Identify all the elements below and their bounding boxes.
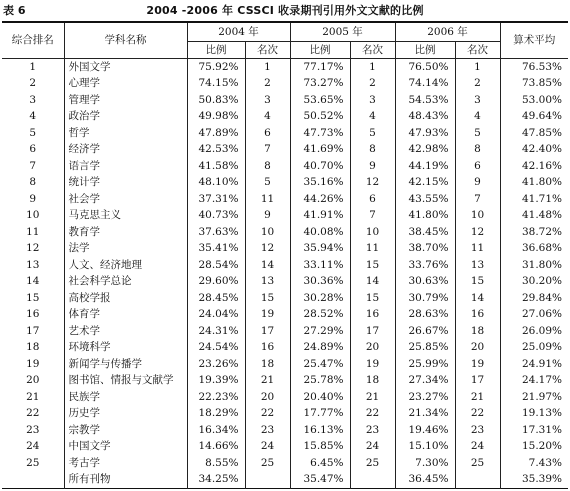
cell-ratio-2005: 35.94% <box>290 241 350 258</box>
cell-ratio-2005: 27.29% <box>290 323 350 340</box>
cell-overall-rank: 25 <box>26 456 40 469</box>
cell-overall-rank: 14 <box>26 275 40 288</box>
table-title: 2004 -2006 年 CSSCI 收录期刊引用外文文献的比例 <box>146 4 424 17</box>
cell-overall-rank: 1 <box>29 60 37 73</box>
cell-rank-2005: 15 <box>350 290 395 307</box>
cell-average: 21.97% <box>500 389 568 406</box>
cell-subject: 外国文学 <box>64 59 187 76</box>
cell-rank-2006: 4 <box>455 109 500 126</box>
cell-rank-2004: 22 <box>245 406 290 423</box>
cell-subject: 哲学 <box>64 125 187 142</box>
table-row <box>2 290 568 307</box>
cell-average: 53.00% <box>500 92 568 109</box>
cell-ratio-2006: 44.19% <box>395 158 455 175</box>
cell-rank-2006: 11 <box>455 241 500 258</box>
cell-ratio-2004: 24.54% <box>187 340 245 357</box>
cell-rank-2004: 9 <box>245 208 290 225</box>
table-row <box>2 142 568 159</box>
cell-rank-2004: 10 <box>245 224 290 241</box>
header-rank-2004: 名次 <box>245 42 290 59</box>
cell-rank-2006: 25 <box>455 455 500 472</box>
cell-rank-2006: 24 <box>455 439 500 456</box>
header-ratio-2006: 比例 <box>395 42 455 59</box>
cell-ratio-2004: 29.60% <box>187 274 245 291</box>
cell-ratio-2005: 40.70% <box>290 158 350 175</box>
cell-ratio-2004: 16.34% <box>187 422 245 439</box>
table-row <box>2 274 568 291</box>
cell-rank-2005: 18 <box>350 373 395 390</box>
cell-rank-2004: 2 <box>245 76 290 93</box>
cell-subject: 考古学 <box>64 455 187 472</box>
cell-rank-2006: 8 <box>455 142 500 159</box>
cell-rank-2004: 17 <box>245 323 290 340</box>
cell-subject: 政治学 <box>64 109 187 126</box>
data-table <box>2 21 568 489</box>
cell-average: 15.20% <box>500 439 568 456</box>
cell-ratio-2006: 19.46% <box>395 422 455 439</box>
cell-average: 7.43% <box>500 455 568 472</box>
cell-overall-rank: 5 <box>29 126 37 139</box>
header-rank-2006: 名次 <box>455 42 500 59</box>
table-row <box>2 389 568 406</box>
cell-ratio-2004: 50.83% <box>187 92 245 109</box>
cell-subject: 体育学 <box>64 307 187 324</box>
cell-ratio-2005: 77.17% <box>290 59 350 76</box>
table-row <box>2 125 568 142</box>
cell-ratio-2005: 47.73% <box>290 125 350 142</box>
cell-overall-rank: 11 <box>26 225 40 238</box>
cell-ratio-2006: 42.15% <box>395 175 455 192</box>
cell-ratio-2005: 30.36% <box>290 274 350 291</box>
cell-ratio-2004: 8.55% <box>187 455 245 472</box>
cell-average: 17.31% <box>500 422 568 439</box>
cell-ratio-2006: 42.98% <box>395 142 455 159</box>
table-body <box>2 59 568 489</box>
cell-rank-2006: 22 <box>455 406 500 423</box>
header-ratio-2005: 比例 <box>290 42 350 59</box>
cell-ratio-2005: 53.65% <box>290 92 350 109</box>
cell-overall-rank <box>2 472 64 489</box>
table-row <box>2 340 568 357</box>
cell-subject: 民族学 <box>64 389 187 406</box>
cell-rank-2006: 23 <box>455 422 500 439</box>
cell-subject: 经济学 <box>64 142 187 159</box>
cell-rank-2006: 21 <box>455 389 500 406</box>
cell-rank-2004: 11 <box>245 191 290 208</box>
table-row <box>2 406 568 423</box>
cell-rank-2006: 3 <box>455 92 500 109</box>
cell-average: 73.85% <box>500 76 568 93</box>
cell-rank-2005: 24 <box>350 439 395 456</box>
cell-average: 41.71% <box>500 191 568 208</box>
cell-rank-2005: 2 <box>350 76 395 93</box>
cell-overall-rank: 4 <box>29 110 37 123</box>
cell-ratio-2004: 42.53% <box>187 142 245 159</box>
cell-average: 30.20% <box>500 274 568 291</box>
cell-rank-2005: 21 <box>350 389 395 406</box>
cell-ratio-2004: 18.29% <box>187 406 245 423</box>
header-overall-rank: 综合排名 <box>2 22 64 59</box>
cell-overall-rank: 19 <box>26 357 40 370</box>
table-row <box>2 92 568 109</box>
cell-average: 24.17% <box>500 373 568 390</box>
cell-overall-rank: 18 <box>26 341 40 354</box>
header-rank-2005: 名次 <box>350 42 395 59</box>
header-year-2005: 2005 年 <box>290 22 395 42</box>
header-subject: 学科名称 <box>64 22 187 59</box>
cell-rank-2005: 6 <box>350 191 395 208</box>
header-average: 算术平均 <box>500 22 568 59</box>
table-row <box>2 422 568 439</box>
cell-rank-2004: 20 <box>245 389 290 406</box>
cell-ratio-2004: 19.39% <box>187 373 245 390</box>
cell-rank-2004: 16 <box>245 340 290 357</box>
cell-overall-rank: 7 <box>29 159 37 172</box>
cell-ratio-2005: 25.47% <box>290 356 350 373</box>
table-row <box>2 241 568 258</box>
table-row <box>2 439 568 456</box>
cell-ratio-2004: 14.66% <box>187 439 245 456</box>
table-row <box>2 224 568 241</box>
table-row <box>2 59 568 76</box>
cell-rank-2006: 17 <box>455 373 500 390</box>
cell-subject: 社会学 <box>64 191 187 208</box>
cell-subject: 法学 <box>64 241 187 258</box>
cell-overall-rank: 22 <box>26 407 40 420</box>
cell-ratio-2005: 25.78% <box>290 373 350 390</box>
cell-rank-2006: 15 <box>455 274 500 291</box>
cell-rank-2006: 19 <box>455 356 500 373</box>
cell-ratio-2005: 41.91% <box>290 208 350 225</box>
cell-ratio-2004: 37.31% <box>187 191 245 208</box>
cell-rank-2006: 13 <box>455 257 500 274</box>
table-row <box>2 257 568 274</box>
cell-ratio-2006: 27.34% <box>395 373 455 390</box>
cell-rank-2006: 20 <box>455 340 500 357</box>
cell-rank-2005: 16 <box>350 307 395 324</box>
cell-ratio-2006: 48.43% <box>395 109 455 126</box>
cell-overall-rank: 6 <box>29 143 37 156</box>
cell-ratio-2006: 28.63% <box>395 307 455 324</box>
cell-average: 25.09% <box>500 340 568 357</box>
cell-overall-rank: 24 <box>26 440 40 453</box>
cell-overall-rank: 13 <box>26 258 40 271</box>
cell-subject: 统计学 <box>64 175 187 192</box>
cell-rank-2005: 7 <box>350 208 395 225</box>
cell-rank-2005: 1 <box>350 59 395 76</box>
cell-subject: 社会科学总论 <box>64 274 187 291</box>
cell-ratio-2005: 35.16% <box>290 175 350 192</box>
cell-rank-2004: 24 <box>245 439 290 456</box>
cell-ratio-2005: 41.69% <box>290 142 350 159</box>
cell-ratio-2005: 35.47% <box>290 472 350 489</box>
cell-subject: 图书馆、情报与文献学 <box>64 373 187 390</box>
cell-average: 49.64% <box>500 109 568 126</box>
cell-ratio-2006: 38.45% <box>395 224 455 241</box>
table-row <box>2 323 568 340</box>
cell-average: 24.91% <box>500 356 568 373</box>
header-year-2004: 2004 年 <box>187 22 290 42</box>
cell-rank-2004: 5 <box>245 175 290 192</box>
cell-rank-2005: 5 <box>350 125 395 142</box>
table-number: 表 6 <box>3 4 26 17</box>
cell-rank-2004: 13 <box>245 274 290 291</box>
cell-rank-2006: 5 <box>455 125 500 142</box>
cell-subject: 宗教学 <box>64 422 187 439</box>
cell-rank-2004: 25 <box>245 455 290 472</box>
cell-average: 26.09% <box>500 323 568 340</box>
cell-rank-2005: 11 <box>350 241 395 258</box>
cell-ratio-2004: 37.63% <box>187 224 245 241</box>
cell-ratio-2004: 23.26% <box>187 356 245 373</box>
cell-ratio-2006: 43.55% <box>395 191 455 208</box>
cell-ratio-2005: 20.40% <box>290 389 350 406</box>
table-row <box>2 158 568 175</box>
cell-ratio-2006: 47.93% <box>395 125 455 142</box>
cell-ratio-2005: 28.52% <box>290 307 350 324</box>
cell-ratio-2006: 26.67% <box>395 323 455 340</box>
table-row <box>2 356 568 373</box>
cell-ratio-2005: 24.89% <box>290 340 350 357</box>
cell-overall-rank: 12 <box>26 242 40 255</box>
cell-rank-2004: 1 <box>245 59 290 76</box>
cell-ratio-2005: 44.26% <box>290 191 350 208</box>
cell-ratio-2004: 49.98% <box>187 109 245 126</box>
cell-ratio-2005: 15.85% <box>290 439 350 456</box>
cell-average: 35.39% <box>500 472 568 489</box>
table-caption <box>0 0 570 18</box>
cell-rank-2005: 23 <box>350 422 395 439</box>
cell-ratio-2005: 16.13% <box>290 422 350 439</box>
header-year-2006: 2006 年 <box>395 22 500 42</box>
cell-overall-rank: 15 <box>26 291 40 304</box>
cell-ratio-2004: 47.89% <box>187 125 245 142</box>
table-row <box>2 472 568 489</box>
cell-ratio-2006: 38.70% <box>395 241 455 258</box>
cell-subject: 新闻学与传播学 <box>64 356 187 373</box>
cell-rank-2004: 18 <box>245 356 290 373</box>
cell-rank-2006: 12 <box>455 224 500 241</box>
cell-ratio-2006: 76.50% <box>395 59 455 76</box>
cell-rank-2006: 6 <box>455 158 500 175</box>
cell-ratio-2004: 35.41% <box>187 241 245 258</box>
cell-rank-2006: 1 <box>455 59 500 76</box>
cell-rank-2005: 8 <box>350 142 395 159</box>
cell-subject: 教育学 <box>64 224 187 241</box>
cell-rank-2005: 25 <box>350 455 395 472</box>
cell-ratio-2004: 74.15% <box>187 76 245 93</box>
cell-ratio-2005: 40.08% <box>290 224 350 241</box>
table-row <box>2 208 568 225</box>
cell-rank-2004 <box>245 472 290 489</box>
cell-overall-rank: 9 <box>29 192 37 205</box>
table-row <box>2 175 568 192</box>
cell-rank-2005: 10 <box>350 224 395 241</box>
cell-ratio-2004: 22.23% <box>187 389 245 406</box>
cell-ratio-2004: 28.54% <box>187 257 245 274</box>
cell-overall-rank: 17 <box>26 324 40 337</box>
cell-overall-rank: 8 <box>29 176 37 189</box>
cell-rank-2006: 18 <box>455 323 500 340</box>
cell-ratio-2006: 25.99% <box>395 356 455 373</box>
cell-subject: 人文、经济地理 <box>64 257 187 274</box>
table-row <box>2 307 568 324</box>
cell-subject: 高校学报 <box>64 290 187 307</box>
cell-rank-2004: 8 <box>245 158 290 175</box>
cell-average: 27.06% <box>500 307 568 324</box>
cell-rank-2005: 17 <box>350 323 395 340</box>
cell-ratio-2005: 17.77% <box>290 406 350 423</box>
cell-ratio-2004: 28.45% <box>187 290 245 307</box>
cell-rank-2006: 16 <box>455 307 500 324</box>
cell-ratio-2006: 30.79% <box>395 290 455 307</box>
cell-rank-2004: 14 <box>245 257 290 274</box>
cell-average: 31.80% <box>500 257 568 274</box>
cell-ratio-2004: 75.92% <box>187 59 245 76</box>
cell-subject: 管理学 <box>64 92 187 109</box>
cell-rank-2005: 15 <box>350 257 395 274</box>
cell-ratio-2004: 48.10% <box>187 175 245 192</box>
cell-average: 41.48% <box>500 208 568 225</box>
cell-average: 41.80% <box>500 175 568 192</box>
cell-subject: 艺术学 <box>64 323 187 340</box>
cell-ratio-2006: 30.63% <box>395 274 455 291</box>
cell-rank-2006 <box>455 472 500 489</box>
cell-average: 29.84% <box>500 290 568 307</box>
cell-rank-2004: 6 <box>245 125 290 142</box>
cell-rank-2004: 12 <box>245 241 290 258</box>
cell-rank-2005: 4 <box>350 109 395 126</box>
cell-average: 42.40% <box>500 142 568 159</box>
cell-subject: 中国文学 <box>64 439 187 456</box>
cell-rank-2006: 7 <box>455 191 500 208</box>
cell-rank-2005: 14 <box>350 274 395 291</box>
cell-ratio-2006: 15.10% <box>395 439 455 456</box>
cell-average: 38.72% <box>500 224 568 241</box>
cell-overall-rank: 23 <box>26 423 40 436</box>
cell-overall-rank: 16 <box>26 308 40 321</box>
cell-ratio-2005: 33.11% <box>290 257 350 274</box>
cell-ratio-2004: 34.25% <box>187 472 245 489</box>
cell-rank-2004: 15 <box>245 290 290 307</box>
cell-rank-2004: 3 <box>245 92 290 109</box>
cell-rank-2004: 19 <box>245 307 290 324</box>
cell-ratio-2006: 23.27% <box>395 389 455 406</box>
table-row <box>2 455 568 472</box>
table-row <box>2 76 568 93</box>
cell-ratio-2005: 6.45% <box>290 455 350 472</box>
cell-subject: 历史学 <box>64 406 187 423</box>
cell-subject: 所有刊物 <box>64 472 187 489</box>
table-row <box>2 109 568 126</box>
table-row <box>2 373 568 390</box>
cell-ratio-2004: 24.04% <box>187 307 245 324</box>
cell-ratio-2006: 74.14% <box>395 76 455 93</box>
cell-overall-rank: 10 <box>26 209 40 222</box>
cell-rank-2004: 4 <box>245 109 290 126</box>
table-row <box>2 191 568 208</box>
cell-ratio-2004: 24.31% <box>187 323 245 340</box>
cell-rank-2004: 7 <box>245 142 290 159</box>
cell-ratio-2006: 54.53% <box>395 92 455 109</box>
cell-average: 42.16% <box>500 158 568 175</box>
cell-rank-2005: 3 <box>350 92 395 109</box>
cell-ratio-2006: 7.30% <box>395 455 455 472</box>
cell-overall-rank: 21 <box>26 390 40 403</box>
cell-rank-2005: 9 <box>350 158 395 175</box>
cell-rank-2006: 14 <box>455 290 500 307</box>
cell-rank-2006: 9 <box>455 175 500 192</box>
cell-ratio-2006: 41.80% <box>395 208 455 225</box>
cell-rank-2005: 19 <box>350 356 395 373</box>
cell-rank-2005: 22 <box>350 406 395 423</box>
cell-subject: 马克思主义 <box>64 208 187 225</box>
cell-rank-2005: 12 <box>350 175 395 192</box>
cell-subject: 环境科学 <box>64 340 187 357</box>
cell-average: 36.68% <box>500 241 568 258</box>
cell-ratio-2004: 40.73% <box>187 208 245 225</box>
cell-subject: 语言学 <box>64 158 187 175</box>
cell-overall-rank: 20 <box>26 374 40 387</box>
cell-ratio-2006: 25.85% <box>395 340 455 357</box>
cell-average: 76.53% <box>500 59 568 76</box>
cell-ratio-2006: 36.45% <box>395 472 455 489</box>
cell-rank-2006: 10 <box>455 208 500 225</box>
header-ratio-2004: 比例 <box>187 42 245 59</box>
cell-ratio-2004: 41.58% <box>187 158 245 175</box>
cell-rank-2005: 20 <box>350 340 395 357</box>
cell-average: 47.85% <box>500 125 568 142</box>
cell-rank-2006: 2 <box>455 76 500 93</box>
cell-ratio-2005: 30.28% <box>290 290 350 307</box>
cell-ratio-2005: 73.27% <box>290 76 350 93</box>
cell-overall-rank: 3 <box>29 93 37 106</box>
cell-ratio-2005: 50.52% <box>290 109 350 126</box>
cell-ratio-2006: 21.34% <box>395 406 455 423</box>
cell-overall-rank: 2 <box>29 77 37 90</box>
cell-rank-2005 <box>350 472 395 489</box>
cell-subject: 心理学 <box>64 76 187 93</box>
cell-rank-2004: 21 <box>245 373 290 390</box>
cell-ratio-2006: 33.76% <box>395 257 455 274</box>
cell-rank-2004: 23 <box>245 422 290 439</box>
cell-average: 19.13% <box>500 406 568 423</box>
